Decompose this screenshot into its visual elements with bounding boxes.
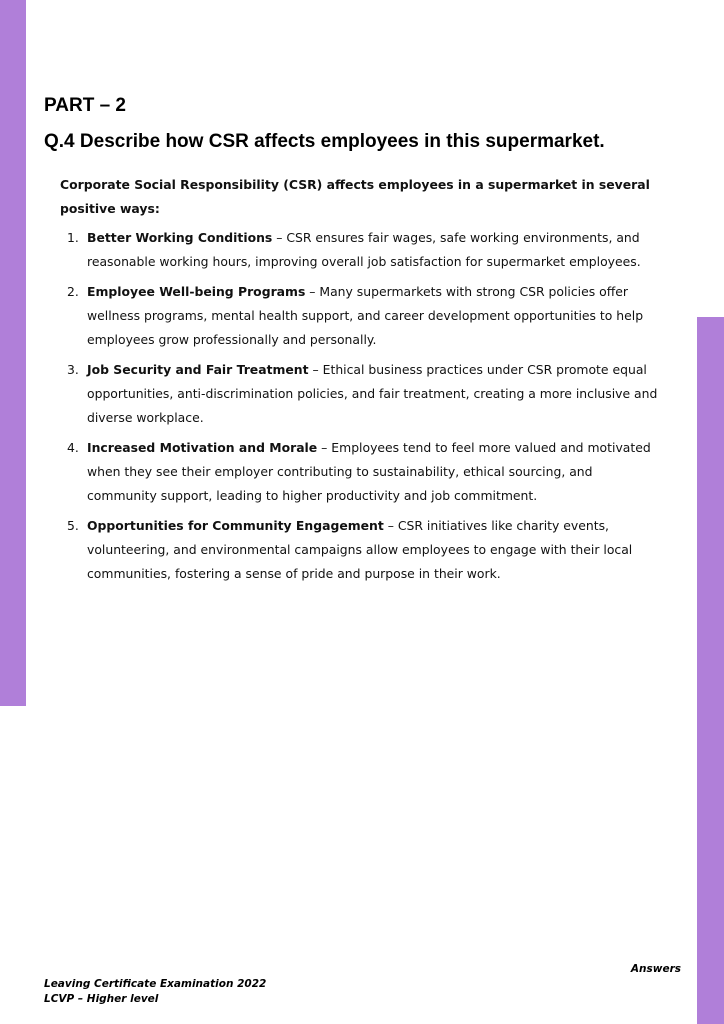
- point-number: 1.: [67, 230, 79, 245]
- point-text: – Many supermarkets with strong CSR policies offer wellness programs, mental health support, and career development opportunities to help employees grow professionally and personally.: [87, 284, 644, 347]
- list-item: [60, 514, 660, 586]
- point-term: Employee Well-being Programs: [87, 284, 306, 299]
- point-number: 5.: [67, 518, 79, 533]
- part-heading: PART – 2: [44, 95, 127, 116]
- list-item: [60, 436, 660, 508]
- right-accent-bar: [697, 317, 724, 1024]
- intro-text: Corporate Social Responsibility (CSR) affects employees in a supermarket in several positive ways:: [60, 177, 650, 216]
- points-list: [60, 226, 660, 586]
- list-item: [60, 226, 660, 274]
- intro-paragraph: [60, 173, 660, 221]
- point-text: – CSR initiatives like charity events, volunteering, and environmental campaigns allow employees to engage with their local communities, fostering a sense of pride and purpose in their work.: [87, 518, 633, 581]
- footer-section-label: Answers: [630, 963, 681, 975]
- point-number: 2.: [67, 284, 79, 299]
- point-term: Better Working Conditions: [87, 230, 273, 245]
- answer-body: [60, 173, 660, 592]
- left-accent-bar: [0, 0, 26, 706]
- point-text: – Employees tend to feel more valued and motivated when they see their employer contributing to sustainability, ethical sourcing, and community support, leading to higher productivity and job commitment.: [87, 440, 651, 503]
- list-item: [60, 280, 660, 352]
- point-term: Opportunities for Community Engagement: [87, 518, 384, 533]
- point-term: Increased Motivation and Morale: [87, 440, 318, 455]
- point-number: 3.: [67, 362, 79, 377]
- point-number: 4.: [67, 440, 79, 455]
- point-term: Job Security and Fair Treatment: [87, 362, 309, 377]
- footer-exam-title: Leaving Certificate Examination 2022: [44, 978, 267, 990]
- footer-exam-level: LCVP – Higher level: [44, 993, 159, 1005]
- point-text: – CSR ensures fair wages, safe working environments, and reasonable working hours, improving overall job satisfaction for supermarket employees.: [87, 230, 641, 269]
- list-item: [60, 358, 660, 430]
- footer-exam-info: [44, 977, 266, 1007]
- question-heading: Q.4 Describe how CSR affects employees in this supermarket.: [44, 131, 605, 152]
- point-text: – Ethical business practices under CSR promote equal opportunities, anti-discrimination policies, and fair treatment, creating a more inclusive and diverse workplace.: [87, 362, 658, 425]
